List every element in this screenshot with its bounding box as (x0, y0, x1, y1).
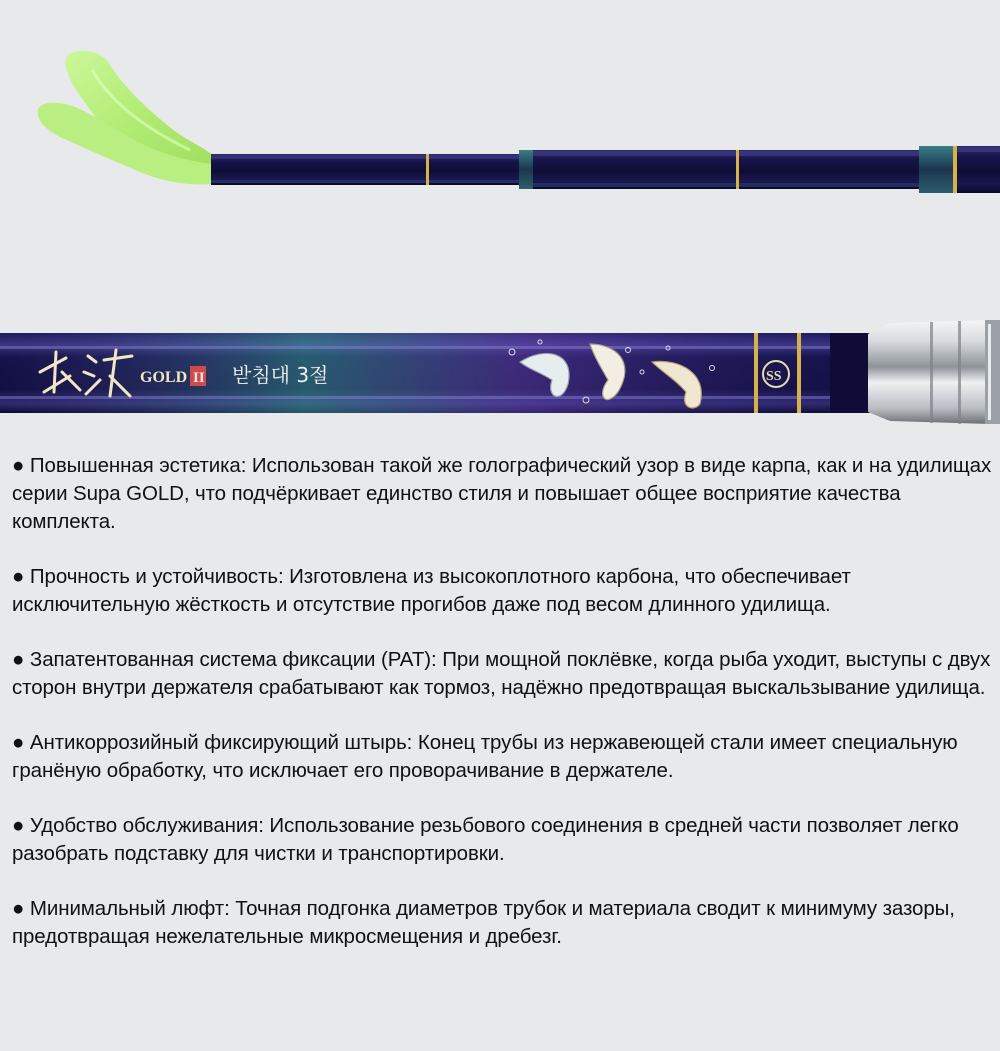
feature-text: Изготовлена из высокоплотного карбона, что обеспечивает исключительную жёсткость и отсутствие прогибов даже под весом длинного удилища. (12, 565, 851, 616)
feature-item-aesthetics (12, 452, 997, 536)
top-rod (211, 146, 1000, 193)
feature-title: Минимальный люфт: (29, 897, 230, 920)
bullet-icon: ● (12, 454, 25, 477)
feature-item-minimal-play (12, 895, 997, 951)
bullet-icon: ● (12, 565, 25, 588)
feature-text: При мощной поклёвке, когда рыба уходит, выступы с двух сторон внутри держателя срабатывают как тормоз, надёжно предотвращая выскальзывание удилища. (12, 648, 991, 699)
bullet-icon: ● (12, 814, 25, 837)
feature-item-anticorrosion (12, 729, 997, 785)
feature-item-maintenance (12, 812, 997, 868)
feature-text: Использован такой же голографический узор в виде карпа, как и на удилищах серии Supa GOLD, что подчёркивает единство стиля и повышает общее восприятие качества комплекта. (12, 454, 992, 533)
bullet-icon: ● (12, 648, 25, 671)
feature-title: Повышенная эстетика: (29, 454, 247, 477)
feature-text: Конец трубы из нержавеющей стали имеет специальную гранёную обработку, что исключает его проворачивание в держателе. (12, 731, 958, 782)
steel-cap (868, 320, 1000, 424)
feature-text: Точная подгонка диаметров трубок и материала сводит к минимуму зазоры, предотвращая нежелательные микросмещения и дребезг. (12, 897, 955, 948)
holder-head (38, 51, 212, 185)
model-mark: II (193, 370, 205, 386)
feature-item-strength (12, 563, 997, 619)
badge-text: SS (766, 369, 782, 384)
product-illustration (0, 0, 1000, 430)
feature-title: Удобство обслуживания: (29, 814, 264, 837)
bullet-icon: ● (12, 897, 25, 920)
feature-title: Прочность и устойчивость: (29, 565, 284, 588)
feature-text: Использование резьбового соединения в средней части позволяет легко разобрать подставку для чистки и транспортировки. (12, 814, 959, 865)
feature-list (12, 452, 997, 978)
butt-section (0, 333, 870, 413)
feature-title: Запатентованная система фиксации (PAT): (29, 648, 437, 671)
feature-item-lock-system (12, 646, 997, 702)
korean-label: 받침대 3절 (232, 363, 329, 387)
feature-title: Антикоррозийный фиксирующий штырь: (29, 731, 413, 754)
logo-text: GOLD (140, 369, 188, 386)
bullet-icon: ● (12, 731, 25, 754)
